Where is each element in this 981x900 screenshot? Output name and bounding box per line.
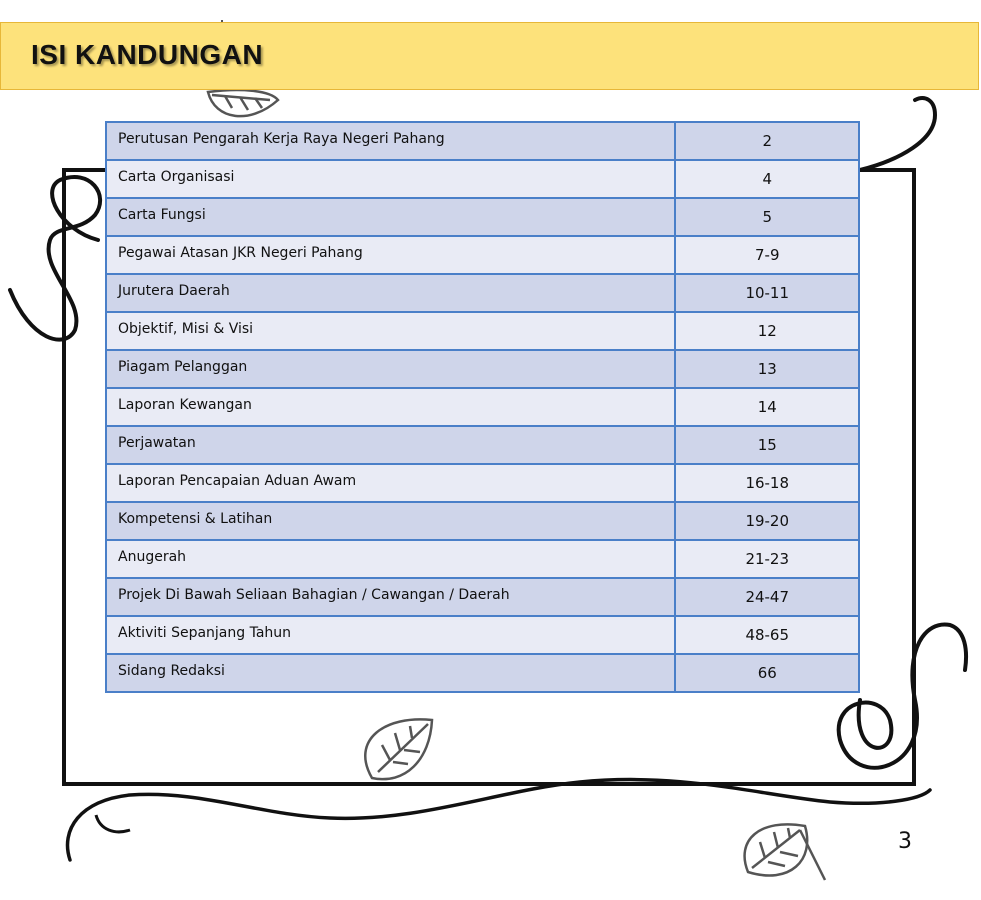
table-row bbox=[106, 122, 859, 160]
table-row bbox=[106, 274, 859, 312]
page-number: 3 bbox=[898, 829, 912, 854]
leaf-icon bbox=[745, 824, 825, 880]
table-row bbox=[106, 654, 859, 692]
toc-entry-page: 4 bbox=[675, 160, 859, 198]
toc-entry-page: 21-23 bbox=[675, 540, 859, 578]
table-row bbox=[106, 464, 859, 502]
toc-entry-page: 19-20 bbox=[675, 502, 859, 540]
table-row bbox=[106, 236, 859, 274]
toc-entry-page: 24-47 bbox=[675, 578, 859, 616]
top-right-vine bbox=[860, 98, 935, 170]
toc-entry-title: Carta Fungsi bbox=[106, 198, 675, 236]
toc-entry-title: Aktiviti Sepanjang Tahun bbox=[106, 616, 675, 654]
toc-entry-title: Kompetensi & Latihan bbox=[106, 502, 675, 540]
page-title: ISI KANDUNGAN bbox=[31, 39, 264, 70]
toc-entry-title: Perutusan Pengarah Kerja Raya Negeri Pahang bbox=[106, 122, 675, 160]
table-row bbox=[106, 350, 859, 388]
header-banner bbox=[0, 22, 979, 90]
table-row bbox=[106, 502, 859, 540]
toc-entry-page: 14 bbox=[675, 388, 859, 426]
toc-entry-page: 2 bbox=[675, 122, 859, 160]
table-row bbox=[106, 312, 859, 350]
toc-entry-page: 5 bbox=[675, 198, 859, 236]
toc-entry-page: 48-65 bbox=[675, 616, 859, 654]
table-row bbox=[106, 616, 859, 654]
leaf-icon bbox=[208, 90, 278, 116]
toc-entry-title: Carta Organisasi bbox=[106, 160, 675, 198]
table-row bbox=[106, 160, 859, 198]
toc-entry-title: Jurutera Daerah bbox=[106, 274, 675, 312]
toc-entry-title: Pegawai Atasan JKR Negeri Pahang bbox=[106, 236, 675, 274]
table-of-contents bbox=[105, 121, 860, 693]
table-row bbox=[106, 198, 859, 236]
toc-entry-page: 15 bbox=[675, 426, 859, 464]
toc-entry-title: Laporan Kewangan bbox=[106, 388, 675, 426]
toc-entry-page: 7-9 bbox=[675, 236, 859, 274]
toc-entry-page: 10-11 bbox=[675, 274, 859, 312]
table-row bbox=[106, 388, 859, 426]
table-row bbox=[106, 540, 859, 578]
toc-entry-title: Projek Di Bawah Seliaan Bahagian / Cawangan / Daerah bbox=[106, 578, 675, 616]
toc-entry-title: Anugerah bbox=[106, 540, 675, 578]
leaf-icon bbox=[365, 719, 432, 779]
table-row bbox=[106, 578, 859, 616]
toc-entry-page: 66 bbox=[675, 654, 859, 692]
toc-entry-title: Sidang Redaksi bbox=[106, 654, 675, 692]
toc-entry-title: Objektif, Misi & Visi bbox=[106, 312, 675, 350]
toc-entry-page: 16-18 bbox=[675, 464, 859, 502]
left-vine bbox=[10, 177, 100, 340]
toc-entry-page: 13 bbox=[675, 350, 859, 388]
table-row bbox=[106, 426, 859, 464]
toc-entry-page: 12 bbox=[675, 312, 859, 350]
toc-entry-title: Perjawatan bbox=[106, 426, 675, 464]
toc-entry-title: Laporan Pencapaian Aduan Awam bbox=[106, 464, 675, 502]
toc-entry-title: Piagam Pelanggan bbox=[106, 350, 675, 388]
